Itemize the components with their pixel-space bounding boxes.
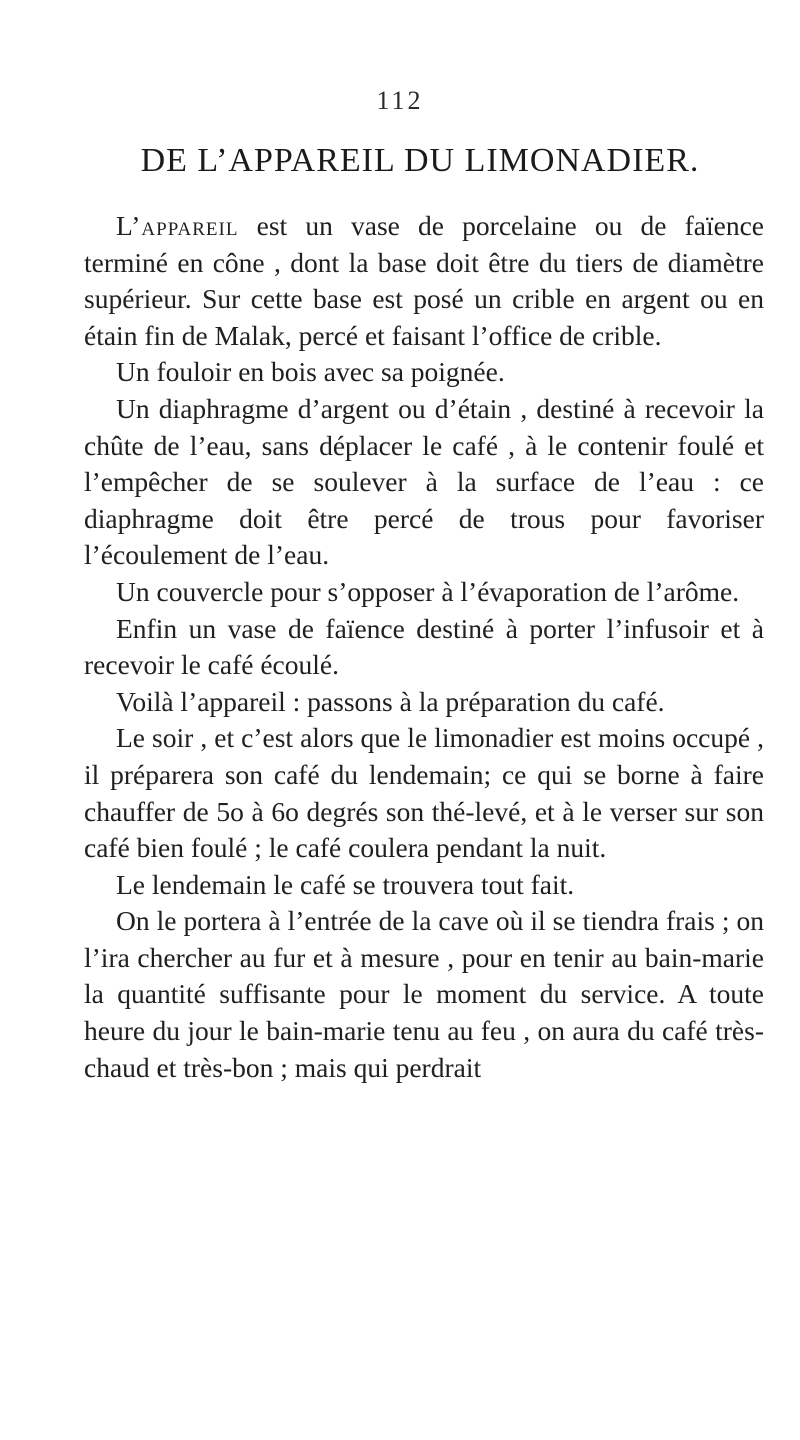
paragraph-text: est un vase de porcelaine ou de faïence terminé en cône , dont la base doit être du tiers de diamètre supérieur. Sur cette base est posé un crible en argent ou en étain fin de Malak, percé et faisant l’office de crible.	[84, 210, 764, 351]
paragraph-lead-smallcaps: L’appareil	[116, 210, 239, 241]
paragraph-text: Voilà l’appareil : passons à la préparation du café.	[116, 685, 665, 717]
paragraph	[84, 208, 764, 354]
paragraph	[84, 391, 764, 574]
paragraph	[84, 684, 764, 721]
paragraph	[84, 354, 764, 391]
paragraph-text: Le soir , et c’est alors que le limonadier est moins occupé , il préparera son café du lendemain; ce qui se borne à faire chauffer de 5o à 6o degrés son thé-levé, et à le verser sur son café bien foulé ; le café coulera pendant la nuit.	[84, 722, 764, 864]
paragraph-text: Enfin un vase de faïence destiné à porter l’infusoir et à recevoir le café écoulé.	[84, 612, 764, 681]
body-text	[84, 208, 764, 1086]
paragraph	[84, 903, 764, 1086]
paragraph	[84, 720, 764, 866]
page-number: 112	[376, 86, 424, 115]
chapter-title: DE L’APPAREIL DU LIMONADIER.	[140, 142, 700, 179]
paragraph-text: Un couvercle pour s’opposer à l’évaporation de l’arôme.	[116, 575, 740, 607]
paragraph	[84, 574, 764, 611]
paragraph-text: On le portera à l’entrée de la cave où il se tiendra frais ; on l’ira chercher au fur et à mesure , pour en tenir au bain-marie la quantité suffisante pour le moment du service. A toute heure du jour le bain-marie tenu au feu , on aura du café très-chaud et très-bon ; mais qui perdrait	[84, 905, 764, 1083]
paragraph	[84, 611, 764, 684]
paragraph-text: Un fouloir en bois avec sa poignée.	[116, 356, 505, 388]
paragraph-text: Un diaphragme d’argent ou d’étain , destiné à recevoir la chûte de l’eau, sans déplacer le café , à le contenir foulé et l’empêcher de se soulever à la surface de l’eau : ce diaphragme doit être percé de trous pour favoriser l’écoulement de l’eau.	[84, 392, 764, 571]
paragraph-text: Le lendemain le café se trouvera tout fait.	[116, 868, 575, 900]
paragraph	[84, 867, 764, 904]
